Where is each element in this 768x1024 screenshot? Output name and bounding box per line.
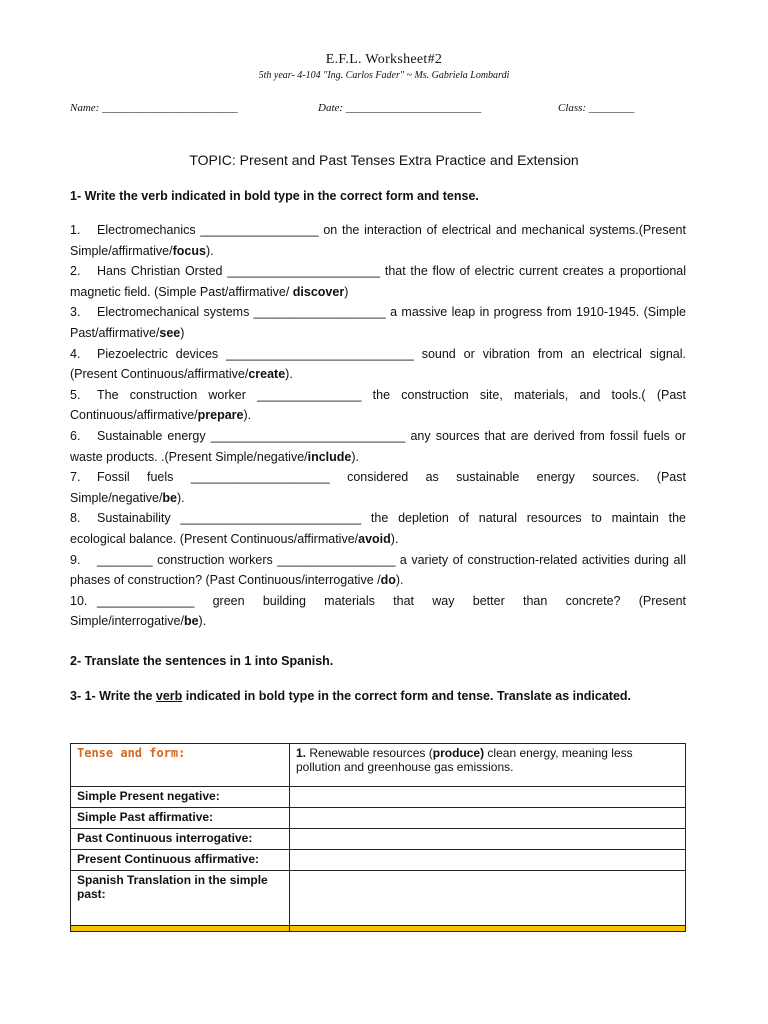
exercise-number: 4.	[70, 346, 81, 361]
exercise-text-end: ).	[198, 614, 207, 629]
exercise-item	[70, 550, 686, 591]
tense-label: Past Continuous interrogative:	[77, 831, 253, 845]
exercise-number: 9.	[70, 552, 81, 567]
exercise-text: Piezoelectric devices ___________________________ sound or vibration from an electrical signal. (Present Continuous/affirmative/	[70, 346, 686, 382]
exercise-text-end: )	[344, 284, 349, 299]
exercise-text: Sustainable energy ____________________________ any sources that are derived from fossil fuels or waste products. .(Present Simple/negative/	[70, 428, 686, 464]
table-footer-row	[71, 926, 686, 932]
exercise-number: 1.	[70, 223, 81, 237]
exercise-number: 8.	[70, 511, 81, 526]
worksheet-subtitle: 5th year- 4-104 "Ing. Carlos Fader" ~ Ms. Gabriela Lombardi	[258, 70, 510, 81]
tense-label: Spanish Translation in the simple past:	[77, 873, 268, 901]
tense-label-cell	[71, 808, 290, 829]
answer-cell[interactable]	[290, 829, 686, 850]
topic-heading: TOPIC: Present and Past Tenses Extra Practice and Extension	[189, 152, 579, 168]
tense-label-cell	[71, 787, 290, 808]
exercise-verb: avoid	[358, 531, 391, 546]
name-blank[interactable]: ___________________________	[102, 102, 238, 114]
sentence-header	[290, 744, 686, 787]
exercise-text: Fossil fuels ____________________ considered as sustainable energy sources. (Past Simple/negative/	[70, 470, 686, 505]
exercise-text-end: ).	[285, 367, 293, 382]
exercise-text: The construction worker _______________ the construction site, materials, and tools.( (Past Continuous/affirmative/	[70, 387, 686, 423]
answer-cell[interactable]	[290, 871, 686, 926]
exercise-number: 3.	[70, 305, 81, 320]
name-label: Name:	[70, 102, 100, 114]
exercise-text: Electromechanical systems ___________________ a massive leap in progress from 1910-1945. (Simple Past/affirmative/	[70, 305, 686, 340]
exercise-number: 10.	[70, 593, 88, 608]
sentence-post: clean energy, meaning less pollution and greenhouse gas emissions.	[296, 746, 633, 774]
exercise-text-end: ).	[243, 408, 252, 423]
answer-cell[interactable]	[290, 787, 686, 808]
date-field[interactable]	[318, 102, 481, 114]
exercise-item	[70, 426, 686, 467]
exercise-text: ________ construction workers _________________ a variety of construction-related activities during all phases of construction? (Past Continuous/interrogative /	[70, 552, 686, 588]
section3-instruction-verb: verb	[155, 689, 183, 703]
exercise-verb: see	[159, 325, 181, 340]
section1-instruction: 1- Write the verb indicated in bold type in the correct form and tense.	[70, 189, 479, 203]
exercise-text: Electromechanics _________________ on the interaction of electrical and mechanical systems.(Present Simple/affirmative/	[70, 223, 686, 258]
table-row	[71, 850, 686, 871]
exercise-verb: include	[307, 449, 352, 464]
class-field[interactable]	[558, 102, 634, 114]
sentence-number: 1.	[296, 746, 307, 760]
exercise-text-end: )	[180, 325, 185, 340]
tense-label-cell	[71, 871, 290, 926]
tense-table	[70, 743, 686, 932]
class-blank[interactable]: _________	[588, 102, 634, 114]
section2-instruction: 2- Translate the sentences in 1 into Spanish.	[70, 654, 334, 668]
exercise-verb: be	[162, 490, 178, 505]
exercise-text-end: ).	[351, 449, 360, 464]
exercise-verb: prepare	[197, 408, 244, 423]
section3-instruction-pre: 3- 1- Write the	[70, 689, 156, 703]
exercise-item	[70, 302, 686, 343]
date-blank[interactable]: ___________________________	[345, 102, 481, 114]
exercise-text-end: ).	[205, 243, 214, 258]
sentence-pre: Renewable resources (	[306, 746, 433, 760]
class-label: Class:	[558, 102, 587, 114]
tense-label: Present Continuous affirmative:	[77, 852, 260, 866]
exercise-verb: create	[248, 367, 286, 382]
exercise-text: Hans Christian Orsted ______________________ that the flow of electric current creates a proportional magnetic field. (Simple Past/affirmative/	[70, 264, 686, 299]
exercise-verb: do	[380, 573, 396, 588]
exercise-text-end: ).	[390, 531, 399, 546]
exercise-item	[70, 508, 686, 549]
exercise-item	[70, 385, 686, 426]
tense-form-header	[71, 744, 290, 787]
section3-instruction-post: indicated in bold type in the correct form and tense. Translate as indicated.	[182, 689, 632, 703]
exercise-number: 5.	[70, 387, 81, 402]
exercise-item	[70, 344, 686, 385]
table-row	[71, 871, 686, 926]
answer-cell[interactable]	[290, 808, 686, 829]
exercise-item	[70, 591, 686, 632]
footer-cell	[290, 926, 686, 932]
exercise-list	[70, 220, 686, 632]
tense-form-label: Tense and form:	[77, 746, 186, 760]
table-row	[71, 808, 686, 829]
table-header-row	[71, 744, 686, 787]
answer-cell[interactable]	[290, 850, 686, 871]
exercise-item	[70, 220, 686, 261]
exercise-item	[70, 261, 686, 302]
exercise-item	[70, 467, 686, 508]
exercise-text: Sustainability __________________________ the depletion of natural resources to maintain the ecological balance. (Present Continuous/affirmative/	[70, 511, 686, 546]
date-label: Date:	[318, 102, 344, 114]
tense-label-cell	[71, 850, 290, 871]
footer-cell	[71, 926, 290, 932]
tense-label: Simple Past affirmative:	[77, 810, 214, 824]
exercise-text: ______________ green building materials that way better than concrete? (Present Simple/interrogative/	[70, 593, 686, 629]
exercise-text-end: ).	[395, 573, 404, 588]
tense-label: Simple Present negative:	[77, 789, 220, 803]
exercise-verb: focus	[172, 243, 206, 258]
table-row	[71, 787, 686, 808]
exercise-number: 7.	[70, 470, 81, 485]
exercise-number: 2.	[70, 264, 81, 279]
worksheet-title: E.F.L. Worksheet#2	[325, 52, 443, 67]
exercise-text-end: ).	[177, 490, 185, 505]
table-row	[71, 829, 686, 850]
exercise-verb: be	[183, 614, 199, 629]
name-field[interactable]	[70, 102, 237, 114]
exercise-verb: discover	[292, 284, 345, 299]
section3-instruction	[70, 687, 690, 706]
exercise-number: 6.	[70, 428, 81, 443]
sentence-verb: produce)	[432, 746, 485, 760]
tense-label-cell	[71, 829, 290, 850]
